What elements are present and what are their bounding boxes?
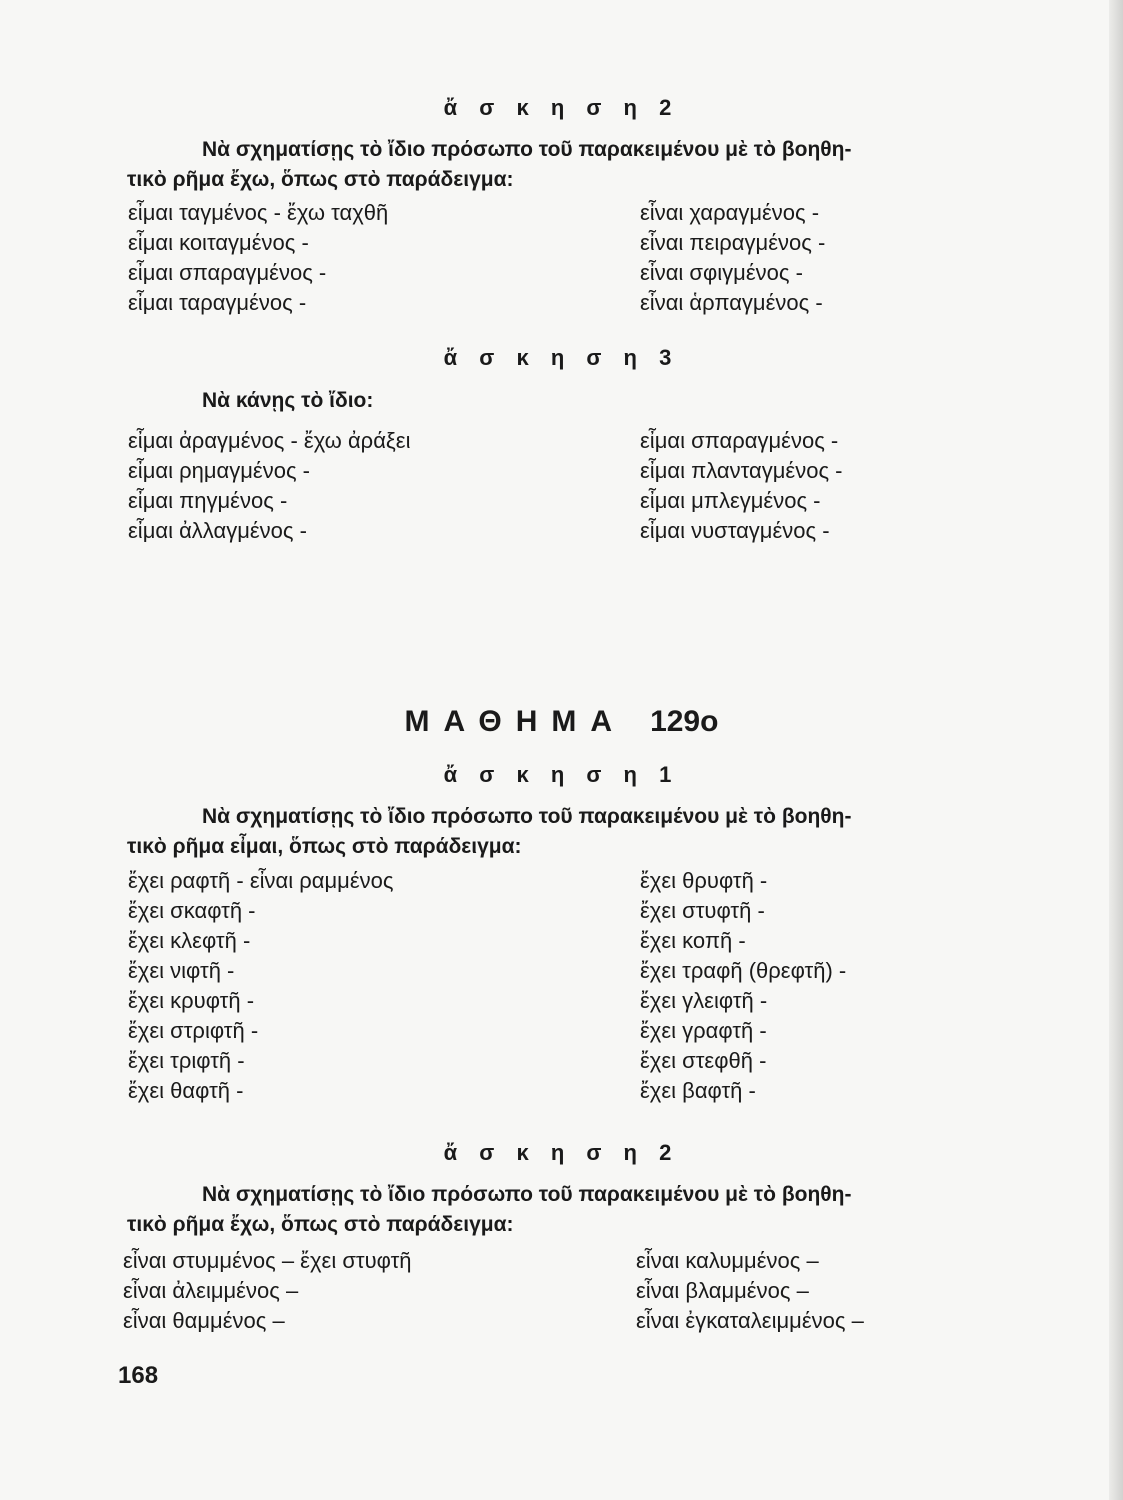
list-item: εἶμαι σπαραγμένος -: [128, 260, 327, 285]
list-item: εἶμαι ταραγμένος -: [128, 290, 307, 315]
exercise-1-right-column: [640, 866, 846, 1106]
lesson-heading: [0, 705, 1123, 739]
page-number: 168: [118, 1362, 159, 1389]
exercise-3-left-column: [128, 426, 410, 546]
lesson-title: ΜΑΘΗΜΑ: [404, 705, 627, 738]
exercise-2-instruction: [127, 135, 969, 195]
exercise-2b-instruction-line-1: Νὰ σχηματίσῃς τὸ ἴδιο πρόσωπο τοῦ παρακειμένου μὲ τὸ βοηθη-: [202, 1183, 852, 1206]
list-item: ἔχει τριφτῆ -: [128, 1048, 245, 1073]
exercise-3-instruction: [127, 386, 969, 416]
list-item: ἔχει τραφῆ (θρεφτῆ) -: [640, 958, 847, 983]
list-item: ἔχει θαφτῆ -: [128, 1078, 244, 1103]
list-item: ἔχει στυφτῆ -: [640, 898, 765, 923]
list-item: ἔχει κρυφτῆ -: [128, 988, 255, 1013]
list-item: ἔχει κλεφτῆ -: [128, 928, 251, 953]
exercise-3-right-column: [640, 426, 843, 546]
list-item: ἔχει νιφτῆ -: [128, 958, 235, 983]
exercise-1-left-column: [128, 866, 393, 1106]
list-item: ἔχει ραφτῆ - εἶναι ραμμένος: [128, 868, 394, 893]
list-item: εἶναι πειραγμένος -: [640, 230, 826, 255]
list-item: εἶναι καλυμμένος –: [636, 1248, 819, 1273]
exercise-2-title: ἄ σ κ η σ η 2: [443, 95, 680, 120]
list-item: εἶμαι πηγμένος -: [128, 488, 288, 513]
exercise-2b-left-column: [123, 1246, 412, 1336]
list-item: εἶναι ἁρπαγμένος -: [640, 290, 823, 315]
list-item: εἶμαι ἀλλαγμένος -: [128, 518, 307, 543]
list-item: εἶναι χαραγμένος -: [640, 200, 820, 225]
list-item: εἶμαι σπαραγμένος -: [640, 428, 839, 453]
exercise-2-instruction-line-2: τικὸ ρῆμα ἔχω, ὅπως στὸ παράδειγμα:: [127, 168, 514, 191]
lesson-number: 129ο: [650, 705, 719, 738]
list-item: εἶναι στυμμένος – ἔχει στυφτῆ: [123, 1248, 412, 1273]
exercise-2-right-column: [640, 198, 825, 318]
exercise-1-title: ἄ σ κ η σ η 1: [443, 762, 680, 787]
exercise-1-instruction-line-1: Νὰ σχηματίσῃς τὸ ἴδιο πρόσωπο τοῦ παρακειμένου μὲ τὸ βοηθη-: [202, 805, 852, 828]
list-item: ἔχει κοπῆ -: [640, 928, 746, 953]
page-edge: [1109, 0, 1123, 1500]
list-item: ἔχει βαφτῆ -: [640, 1078, 756, 1103]
exercise-2b-right-column: [636, 1246, 864, 1336]
exercise-1-instruction-line-2: τικὸ ρῆμα εἶμαι, ὅπως στὸ παράδειγμα:: [127, 835, 522, 858]
list-item: εἶμαι νυσταγμένος -: [640, 518, 830, 543]
exercise-2-left-column: [128, 198, 388, 318]
exercise-2b-instruction: [127, 1180, 969, 1240]
list-item: ἔχει στεφθῆ -: [640, 1048, 767, 1073]
exercise-2b-title: ἄ σ κ η σ η 2: [443, 1140, 680, 1165]
list-item: εἶμαι μπλεγμένος -: [640, 488, 821, 513]
list-item: ἔχει γλειφτῆ -: [640, 988, 768, 1013]
list-item: εἶναι ἐγκαταλειμμένος –: [636, 1308, 864, 1333]
exercise-2-instruction-line-1: Νὰ σχηματίσῃς τὸ ἴδιο πρόσωπο τοῦ παρακειμένου μὲ τὸ βοηθη-: [202, 138, 852, 161]
list-item: εἶμαι κοιταγμένος -: [128, 230, 309, 255]
exercise-3-title: ἄ σ κ η σ η 3: [443, 345, 680, 370]
exercise-2b-instruction-line-2: τικὸ ρῆμα ἔχω, ὅπως στὸ παράδειγμα:: [127, 1213, 514, 1236]
list-item: εἶμαι ρημαγμένος -: [128, 458, 310, 483]
list-item: εἶμαι ταγμένος - ἔχω ταχθῆ: [128, 200, 389, 225]
list-item: ἔχει στριφτῆ -: [128, 1018, 259, 1043]
list-item: ἔχει σκαφτῆ -: [128, 898, 256, 923]
list-item: ἔχει θρυφτῆ -: [640, 868, 768, 893]
list-item: ἔχει γραφτῆ -: [640, 1018, 767, 1043]
exercise-3-instruction-line: Νὰ κάνῃς τὸ ἴδιο:: [202, 389, 374, 412]
list-item: εἶναι θαμμένος –: [123, 1308, 285, 1333]
exercise-1-instruction: [127, 802, 969, 862]
list-item: εἶμαι πλανταγμένος -: [640, 458, 843, 483]
list-item: εἶναι ἀλειμμένος –: [123, 1278, 299, 1303]
list-item: εἶναι σφιγμένος -: [640, 260, 803, 285]
list-item: εἶναι βλαμμένος –: [636, 1278, 809, 1303]
list-item: εἶμαι ἀραγμένος - ἔχω ἀράξει: [128, 428, 411, 453]
